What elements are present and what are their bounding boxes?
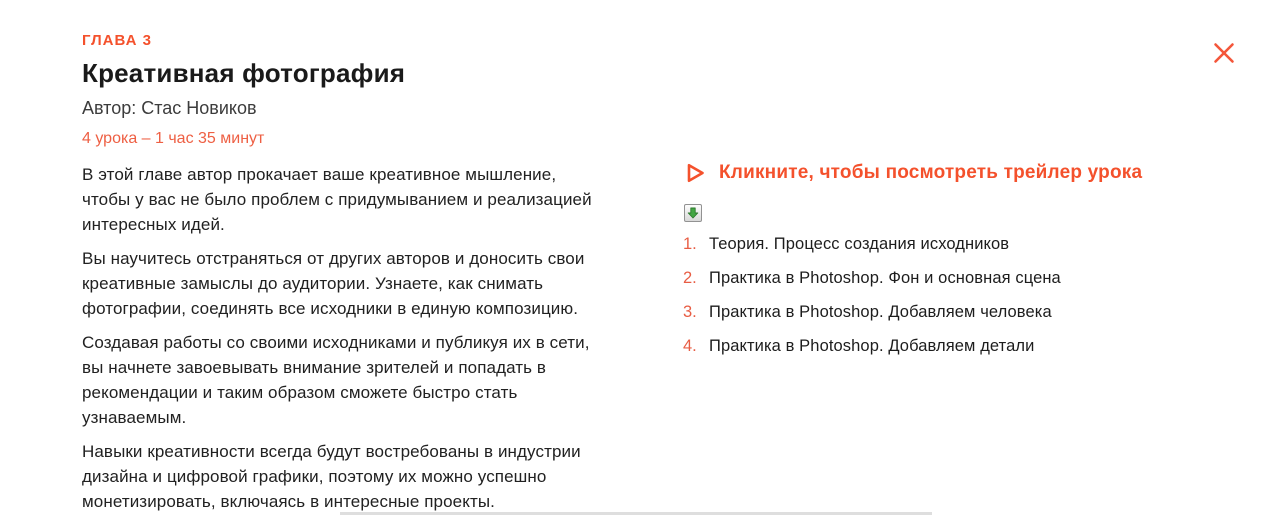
lesson-number: 2.	[683, 269, 697, 287]
description-paragraph-2: Вы научитесь отстраняться от других авторов и доносить свои креативные замыслы до аудитории. Узнаете, как снимать фотографии, соединять все исходники в единую композицию.	[82, 249, 585, 318]
lesson-item-4[interactable]	[683, 336, 1228, 356]
lesson-list	[683, 234, 1228, 356]
lesson-item-1[interactable]	[683, 234, 1228, 254]
lesson-item-3[interactable]	[683, 302, 1228, 322]
image-placeholder[interactable]	[684, 204, 702, 222]
trailer-link[interactable]	[683, 160, 1228, 186]
close-button[interactable]	[1209, 38, 1239, 68]
lesson-title: Практика в Photoshop. Добавляем детали	[709, 337, 1035, 355]
lesson-number: 3.	[683, 303, 697, 321]
chapter-author: Автор: Стас Новиков	[82, 98, 257, 118]
close-icon	[1213, 42, 1235, 64]
chapter-label: ГЛАВА 3	[82, 32, 152, 49]
green-download-arrow-icon	[687, 207, 699, 219]
lesson-title: Практика в Photoshop. Фон и основная сцена	[709, 269, 1061, 287]
chapter-title: Креативная фотография	[82, 58, 406, 88]
chapter-description	[82, 162, 604, 515]
lesson-title: Практика в Photoshop. Добавляем человека	[709, 303, 1052, 321]
lesson-number: 1.	[683, 235, 697, 253]
trailer-link-label: Кликните, чтобы посмотреть трейлер урока	[719, 162, 1143, 183]
play-icon	[683, 160, 707, 186]
lesson-title: Теория. Процесс создания исходников	[709, 235, 1010, 253]
lesson-number: 4.	[683, 337, 697, 355]
description-paragraph-4: Навыки креативности всегда будут востребованы в индустрии дизайна и цифровой графики, поэтому их можно успешно монетизировать, включаясь в интересные проекты.	[82, 442, 581, 511]
chapter-duration: 4 урока – 1 час 35 минут	[82, 130, 265, 147]
description-paragraph-3: Создавая работы со своими исходниками и публикуя их в сети, вы начнете завоевывать внимание зрителей и попадать в рекомендации и таким образом сможете быстро стать узнаваемым.	[82, 333, 590, 427]
lesson-item-2[interactable]	[683, 268, 1228, 288]
lessons-panel	[683, 160, 1228, 370]
description-paragraph-1: В этой главе автор прокачает ваше креативное мышление, чтобы у вас не было проблем с придумыванием и реализацией интересных идей.	[82, 165, 592, 234]
chapter-header	[82, 32, 405, 148]
